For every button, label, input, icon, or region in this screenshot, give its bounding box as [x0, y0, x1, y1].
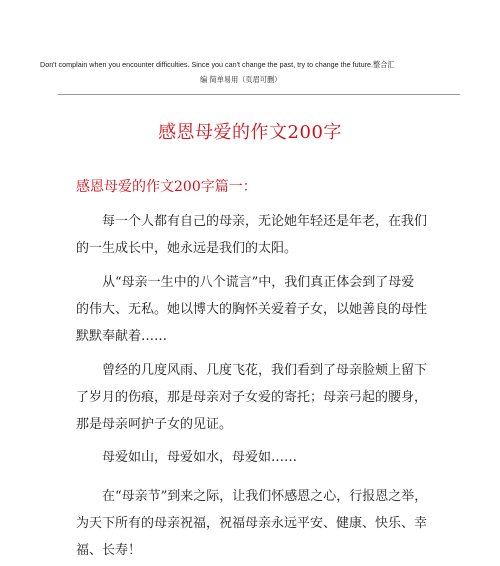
paragraph-line: 曾经的几度风雨、几度飞花，我们看到了母亲脸颊上留下	[102, 363, 428, 378]
document-title: 感恩母爱的作文200字	[158, 122, 342, 143]
paragraph	[76, 357, 431, 438]
paragraph-line: 为天下所有的母亲祝福，祝福母亲永远平安、健康、快乐、幸	[76, 516, 428, 531]
paragraph-line: 那是母亲呵护子女的见证。	[76, 417, 233, 432]
header-subtitle: 编 简单易用（页眉可删）	[200, 75, 282, 84]
paragraph	[76, 269, 431, 350]
paragraph-line: 福、长寿！	[76, 543, 142, 558]
paragraph-line: 了岁月的伤痕，那是母亲对子女爱的寄托；母亲弓起的腰身，	[76, 390, 428, 405]
paragraph-line: 的一生成长中，她永远是我们的太阳。	[76, 241, 298, 256]
paragraph-line: 的伟大、无私。她以博大的胸怀关爱着子女，以她善良的母性	[76, 302, 428, 317]
paragraph	[76, 444, 431, 471]
paragraph-line: 从“母亲一生中的八个谎言”中，我们真正体会到了母爱	[102, 275, 415, 290]
paragraph-line: 默默奉献着……	[76, 329, 168, 344]
paragraph	[76, 483, 431, 564]
paragraph-line: 母爱如山，母爱如水，母爱如……	[102, 450, 298, 465]
paragraph-line: 在“母亲节”到来之际，让我们怀感恩之心，行报恩之举，	[102, 489, 428, 504]
paragraph-line: 每一个人都有自己的母亲，无论她年轻还是年老，在我们	[102, 214, 428, 229]
header-quote: Don't complain when you encounter difficulties. Since you can't change the past, try to change the future.整合汇	[40, 60, 395, 69]
section-title: 感恩母爱的作文200字篇一：	[76, 179, 257, 195]
header-divider	[58, 94, 460, 95]
paragraph	[76, 208, 431, 262]
